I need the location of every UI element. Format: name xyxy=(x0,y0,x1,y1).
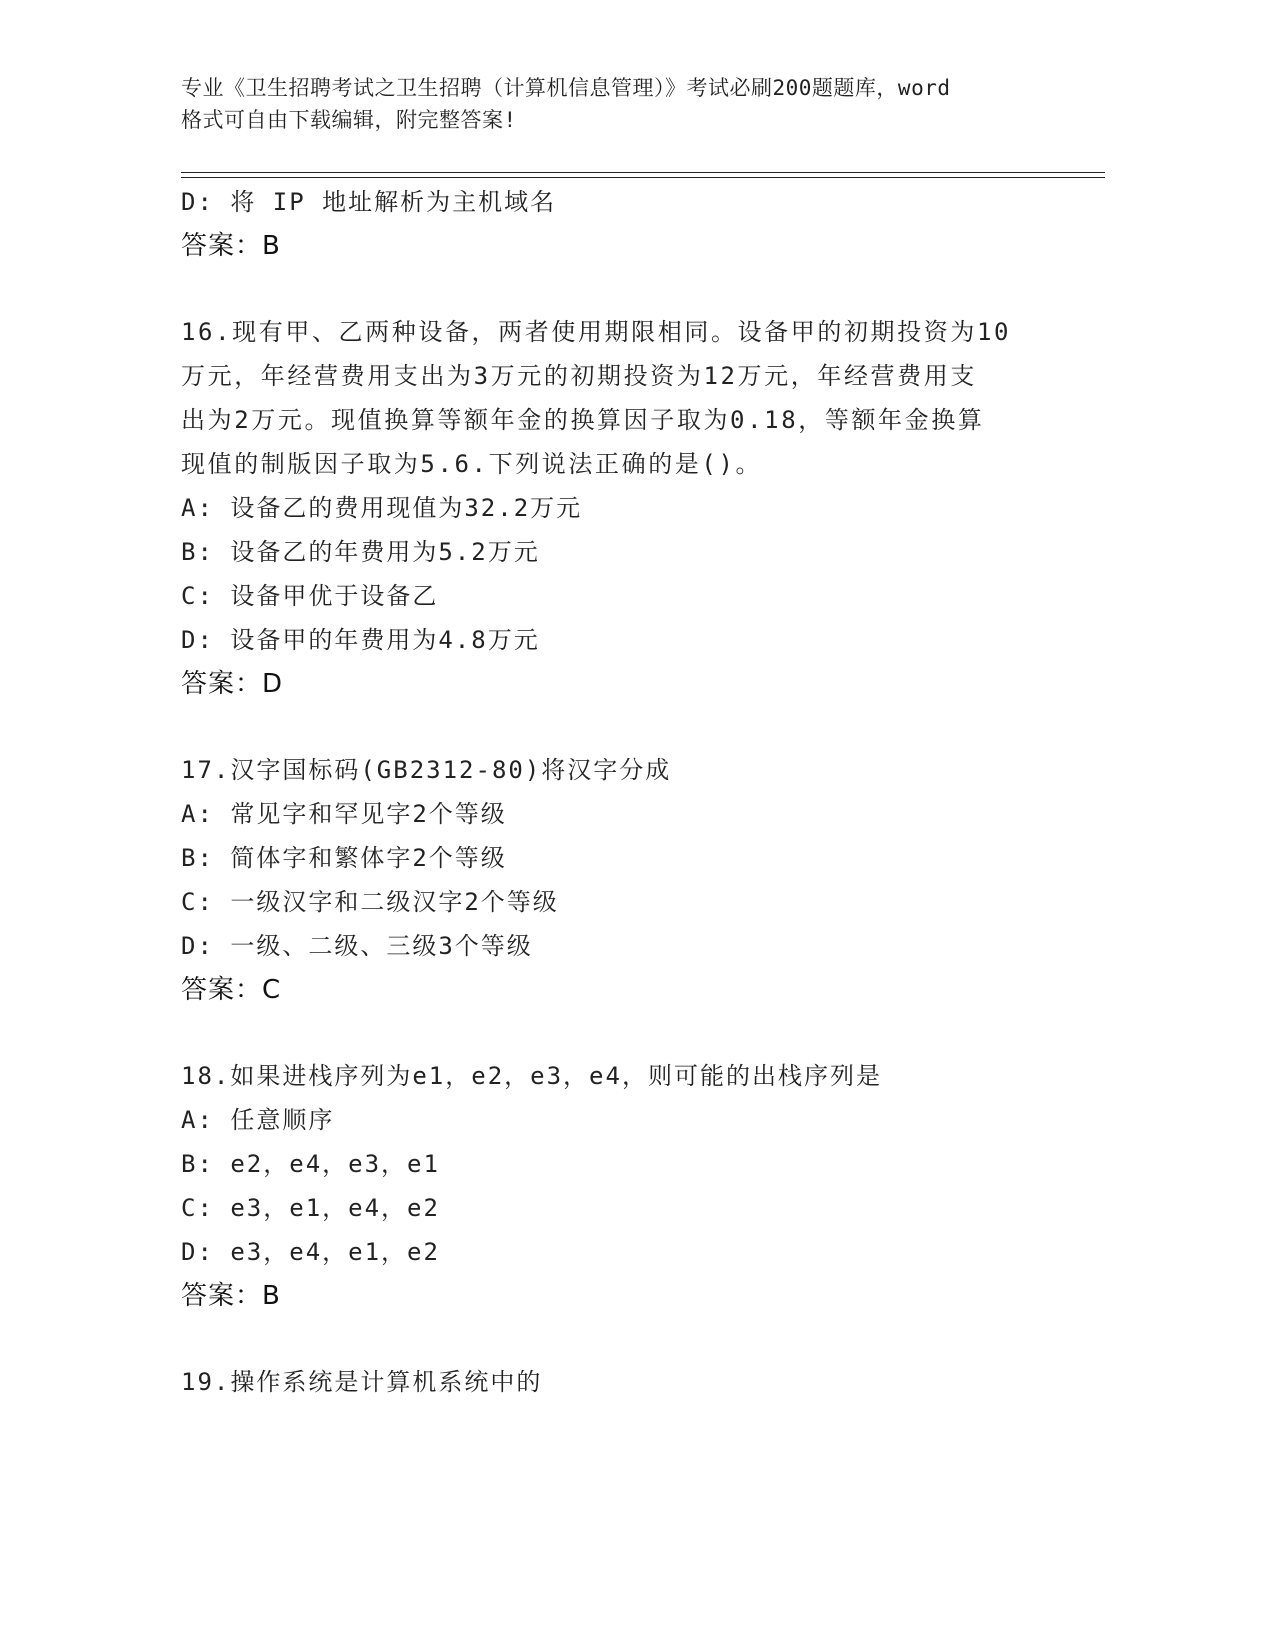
question-stem: 17.汉字国标码(GB2312-80)将汉字分成 xyxy=(181,756,672,784)
question-list xyxy=(181,180,1061,1404)
option-c: C: 一级汉字和二级汉字2个等级 xyxy=(181,888,559,916)
document-header xyxy=(181,72,1061,136)
header-divider-bottom xyxy=(181,177,1105,178)
question-stem-line: 出为2万元。现值换算等额年金的换算因子取为0.18，等额年金换算 xyxy=(181,406,985,434)
option-d: D: 设备甲的年费用为4.8万元 xyxy=(181,626,540,654)
question-stem: 18.如果进栈序列为e1，e2，e3，e4，则可能的出栈序列是 xyxy=(181,1062,882,1090)
question-stem-line: 现值的制版因子取为5.6.下列说法正确的是()。 xyxy=(181,450,763,478)
question-stem xyxy=(181,310,1061,486)
option-c: C: e3，e1，e4，e2 xyxy=(181,1194,440,1222)
spacer xyxy=(181,1318,1061,1360)
spacer xyxy=(181,706,1061,748)
header-line-1: 专业《卫生招聘考试之卫生招聘（计算机信息管理）》考试必刷200题题库，word xyxy=(181,76,951,100)
question-block-19 xyxy=(181,1360,1061,1404)
question-block-18 xyxy=(181,1054,1061,1318)
option-d: D: e3，e4，e1，e2 xyxy=(181,1238,440,1266)
answer-label: 答案：B xyxy=(181,231,281,261)
option-b: B: 设备乙的年费用为5.2万元 xyxy=(181,538,540,566)
option-a: A: 常见字和罕见字2个等级 xyxy=(181,800,507,828)
question-stem-line: 16.现有甲、乙两种设备，两者使用期限相同。设备甲的初期投资为10 xyxy=(181,318,1012,346)
question-stem: 19.操作系统是计算机系统中的 xyxy=(181,1368,543,1396)
option-b: B: e2，e4，e3，e1 xyxy=(181,1150,440,1178)
header-line-2: 格式可自由下载编辑，附完整答案! xyxy=(181,108,517,132)
option-b: B: 简体字和繁体字2个等级 xyxy=(181,844,507,872)
answer-label: 答案：B xyxy=(181,1281,281,1311)
answer-label: 答案：C xyxy=(181,975,282,1005)
header-divider-top xyxy=(181,172,1105,173)
answer-label: 答案：D xyxy=(181,669,284,699)
question-block-15-tail xyxy=(181,180,1061,268)
option-a: A: 任意顺序 xyxy=(181,1106,335,1134)
question-block-17 xyxy=(181,748,1061,1012)
spacer xyxy=(181,268,1061,310)
option-d: D: 一级、二级、三级3个等级 xyxy=(181,932,533,960)
spacer xyxy=(181,1012,1061,1054)
option-c: C: 设备甲优于设备乙 xyxy=(181,582,439,610)
option-a: A: 设备乙的费用现值为32.2万元 xyxy=(181,494,583,522)
option-d: D: 将 IP 地址解析为主机域名 xyxy=(181,188,557,216)
question-block-16 xyxy=(181,310,1061,706)
question-stem-line: 万元，年经营费用支出为3万元的初期投资为12万元，年经营费用支 xyxy=(181,362,977,390)
